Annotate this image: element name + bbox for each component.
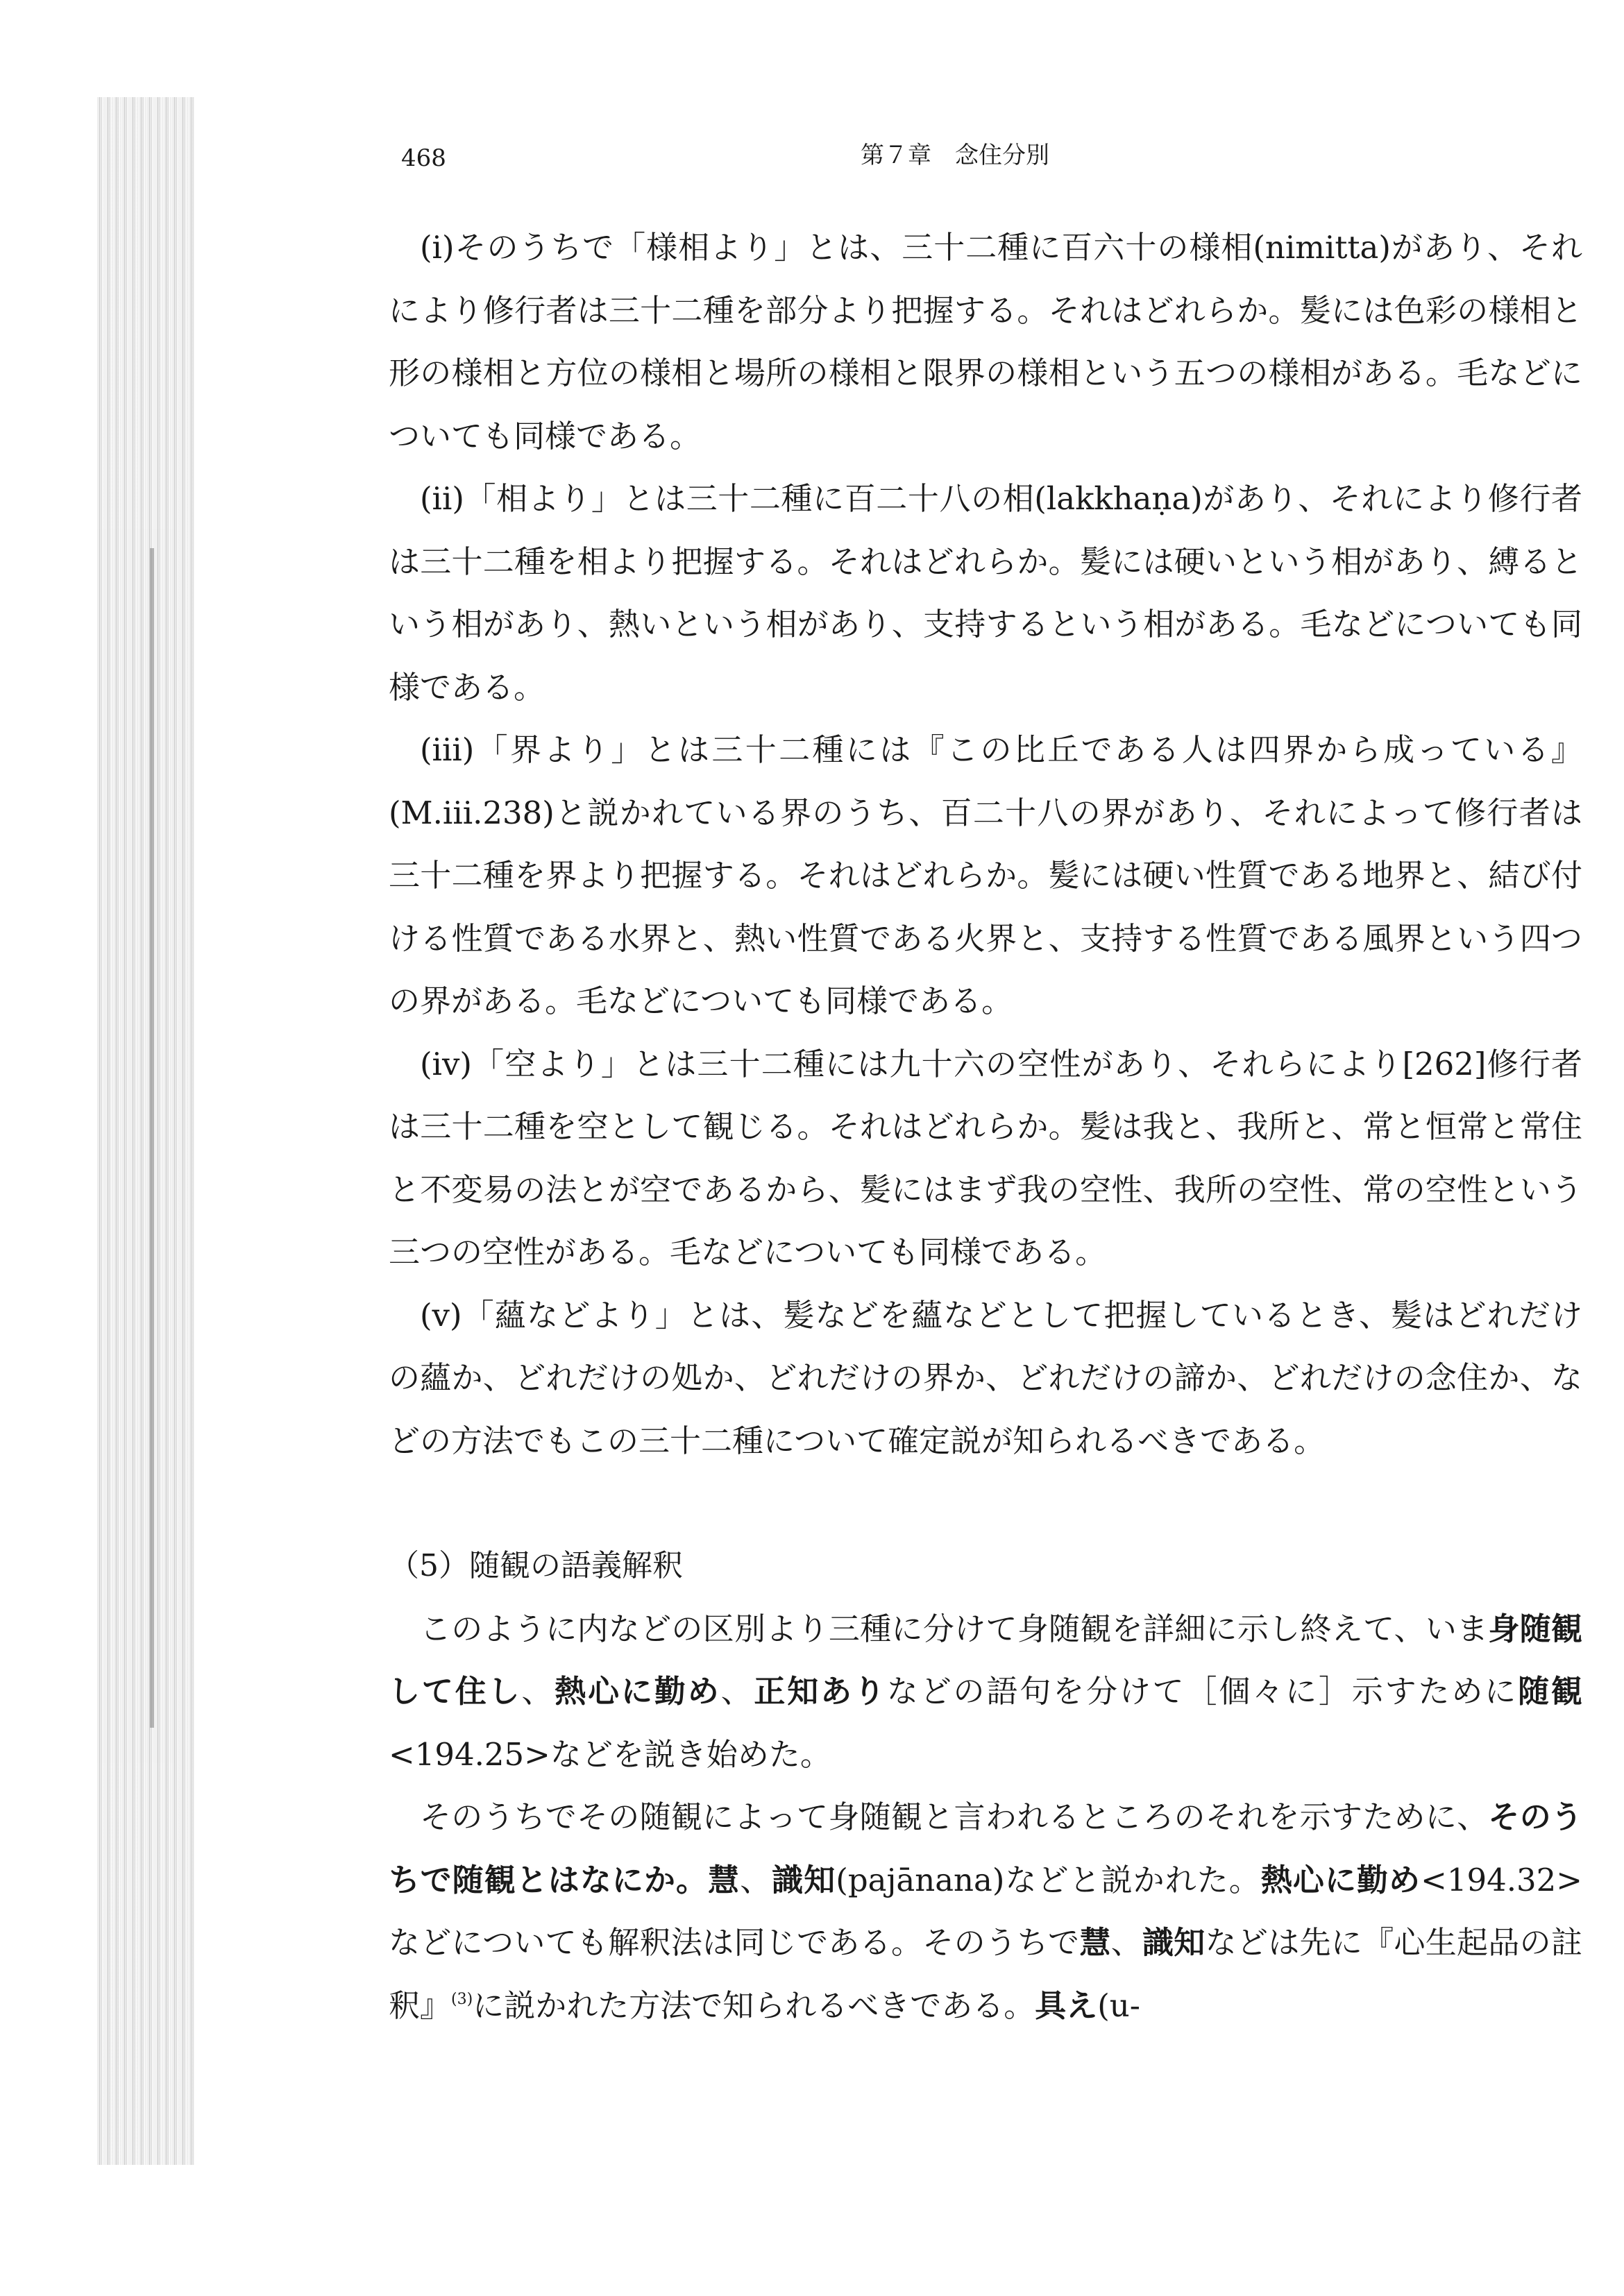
text-segment: (pajānana)などと説かれた。 xyxy=(836,1861,1261,1898)
text-segment: (u- xyxy=(1097,1987,1140,2024)
text-segment: このように内などの区別より三種に分けて身随観を詳細に示し終えて、いま xyxy=(420,1610,1489,1647)
bold-term: 慧 xyxy=(1079,1924,1111,1961)
text-segment: 、 xyxy=(521,1673,555,1710)
section-heading: （5）随観の語義解釈 xyxy=(389,1548,683,1583)
paragraph-sunnata: (iv)「空より」とは三十二種には九十六の空性があり、それらにより[262]修行者は三十二種を空として観じる。それはどれらか。髪は我と、我所と、常と恒常と常住と不変易の法とが空であるから、髪にはまず我の空性、我所の空性、常の空性という三つの空性がある。毛などについても同様である。 xyxy=(389,1045,1582,1270)
text-segment: 、 xyxy=(1110,1924,1142,1961)
paragraph-lakkhana: (ii)「相より」とは三十二種に百二十八の相(lakkhaṇa)があり、それにより修行者は三十二種を相より把握する。それはどれらか。髪には硬いという相があり、縛るという相があり、熱いという相があり、支持するという相がある。毛などについても同様である。 xyxy=(389,480,1582,706)
bold-term: 識知 xyxy=(772,1861,836,1898)
paragraph-nimitta: (i)そのうちで「様相より」とは、三十二種に百六十の様相(nimitta)があり、それにより修行者は三十二種を部分より把握する。それはどれらか。髪には色彩の様相と形の様相と方位の様相と場所の様相と限界の様相という五つの様相がある。毛などについても同様である。 xyxy=(389,229,1582,454)
bold-term: 具え xyxy=(1035,1987,1098,2024)
text-segment: <194.32>などについても解釈法は同じである。そのうちで xyxy=(389,1861,1582,1961)
page-body xyxy=(389,216,1582,2037)
section-gap xyxy=(389,1472,1582,1535)
bold-term: 識知 xyxy=(1142,1924,1206,1961)
page-header xyxy=(401,136,1464,178)
text-segment: 、 xyxy=(720,1673,754,1710)
footnote-marker: (3) xyxy=(451,1990,473,2008)
bold-term: 随観 xyxy=(1518,1673,1582,1710)
bold-term: 熱心に勤め xyxy=(555,1673,721,1710)
text-segment: などは先に『心生起品の註釈』 xyxy=(389,1924,1582,2024)
paragraph-khandha: (v)「蘊などより」とは、髪などを蘊などとして把握しているとき、髪はどれだけの蘊か、どれだけの処か、どれだけの界か、どれだけの諦か、どれだけの念住か、などの方法でもこの三十二種について確定説が知られるべきである。 xyxy=(389,1296,1582,1459)
paragraph-anupassana-intro xyxy=(389,1598,1582,1787)
paragraph-anupassana-definition xyxy=(389,1786,1582,2037)
bold-term: 正知あり xyxy=(754,1673,887,1710)
scan-shadow xyxy=(97,97,194,2165)
bold-term: そのうちで随観とはなにか。慧 xyxy=(389,1798,1582,1898)
text-segment: そのうちでその随観によって身随観と言われるところのそれを示すために、 xyxy=(420,1798,1489,1835)
paragraph-dhatu: (iii)「界より」とは三十二種には『この比丘である人は四界から成っている』(M.iii.238)と説かれている界のうち、百二十八の界があり、それによって修行者は三十二種を界より把握する。それはどれらか。髪には硬い性質である地界と、結び付ける性質である水界と、熱い性質である火界と、支持する性質である風界という四つの界がある。毛などについても同様である。 xyxy=(389,731,1582,1019)
text-segment: に説かれた方法で知られるべきである。 xyxy=(473,1987,1035,2024)
page-number: 468 xyxy=(401,144,446,172)
text-segment: などの語句を分けて［個々に］示すために xyxy=(886,1673,1519,1710)
text-segment: 、 xyxy=(740,1861,772,1898)
text-segment: <194.25>などを説き始めた。 xyxy=(389,1735,831,1773)
bold-term: 熱心に勤め xyxy=(1260,1861,1421,1898)
bold-term: 身随観して住し xyxy=(389,1610,1582,1710)
running-head: 第７章 念住分別 xyxy=(861,142,1049,169)
